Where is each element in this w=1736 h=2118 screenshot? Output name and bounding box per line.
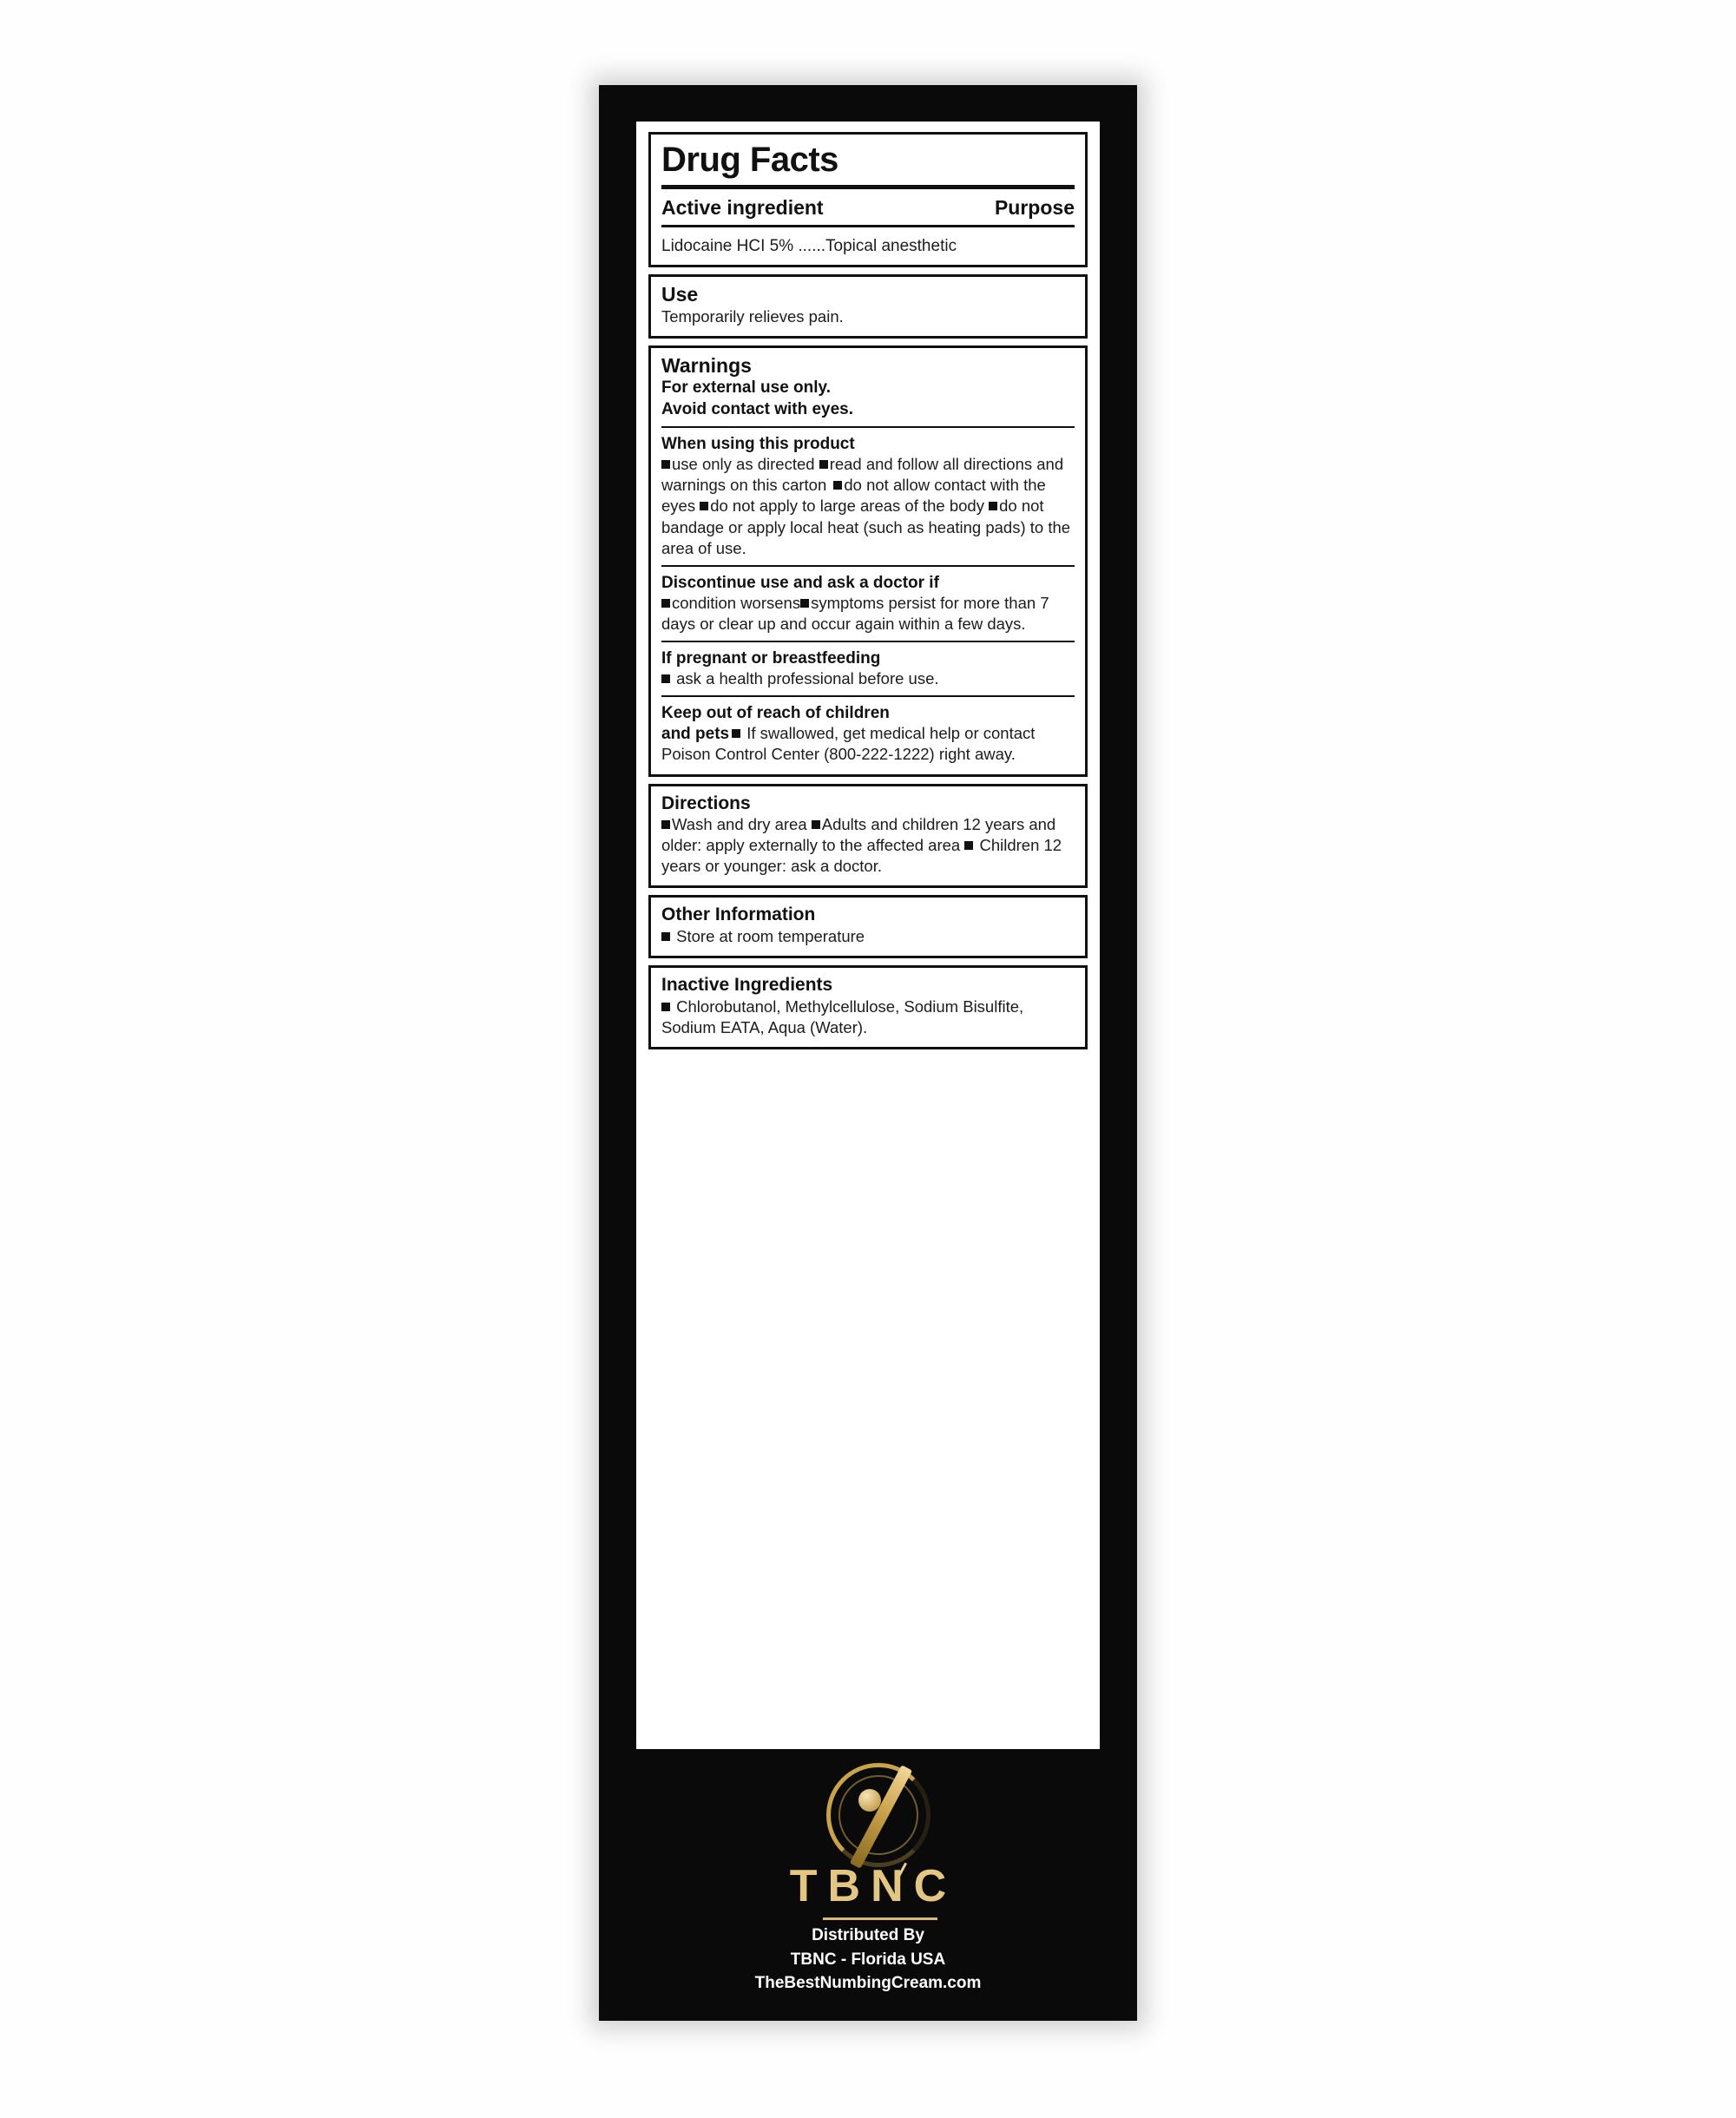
- distributed-by-label: Distributed By: [812, 1926, 924, 1944]
- when-using-text: use only as directed read and follow all directions and warnings on this carton do not allow contact with the eyes do not apply to large areas of the body do not bandage or apply local heat (such as heating pads) to the area of use.: [661, 455, 1071, 557]
- bullet-square-icon: [732, 729, 740, 738]
- bullet-square-icon: [661, 932, 670, 941]
- bullet-square-icon: [661, 820, 670, 829]
- purpose-header: Purpose: [994, 195, 1075, 219]
- warnings-divider-4: [661, 695, 1075, 697]
- inactive-ingredients-box: [648, 965, 1088, 1049]
- warnings-line-1: For external use only.: [661, 378, 831, 397]
- bullet-square-icon: [812, 820, 820, 829]
- bullet-square-icon: [819, 460, 828, 469]
- children-header-line-1: Keep out of reach of children: [661, 704, 890, 723]
- website-url[interactable]: TheBestNumbingCream.com: [754, 1974, 982, 1993]
- ingredient-divider: [661, 225, 1075, 227]
- drug-facts-panel: [636, 122, 1100, 1749]
- bullet-square-icon: [661, 599, 670, 608]
- warnings-divider-2: [661, 565, 1075, 567]
- active-ingredient-box: [648, 132, 1088, 267]
- use-box: [648, 274, 1088, 339]
- when-using-header: When using this product: [661, 435, 855, 454]
- warnings-divider-3: [661, 641, 1075, 642]
- other-information-box: [648, 895, 1088, 958]
- warnings-header: Warnings: [661, 353, 752, 377]
- bullet-square-icon: [661, 460, 670, 469]
- brand-text-block: [599, 1924, 1137, 1996]
- inactive-text: Chlorobutanol, Methylcellulose, Sodium Bisulfite, Sodium EATA, Aqua (Water).: [661, 997, 1024, 1036]
- use-header: Use: [661, 282, 699, 306]
- active-ingredient-header: Active ingredient: [661, 195, 824, 219]
- bullet-square-icon: [700, 502, 708, 510]
- product-carton-panel: [599, 85, 1137, 2021]
- bullet-square-icon: [989, 502, 997, 510]
- bullet-square-icon: [833, 481, 842, 490]
- bullet-square-icon: [661, 674, 670, 683]
- bullet-square-icon: [964, 841, 973, 850]
- other-info-header: Other Information: [661, 904, 816, 925]
- directions-text: Wash and dry area Adults and children 12 years and older: apply externally to the affected area Children 12 years or younger: ask a doctor.: [661, 815, 1062, 876]
- title-divider: [661, 185, 1075, 189]
- brand-logo-text: TBNC: [789, 1861, 957, 1911]
- children-header: Keep out of reach of children and pets If swallowed, get medical help or contact Poison Control Center (800-222-1222) right away.: [661, 704, 1036, 764]
- use-text: Temporarily relieves pain.: [661, 306, 844, 326]
- other-info-text: Store at room temperature: [661, 926, 1075, 947]
- brand-logo-underline: [823, 1917, 937, 1920]
- ingredient-purpose-header-row: [661, 196, 1075, 220]
- bullet-square-icon: [661, 1003, 670, 1011]
- brand-logo: [599, 1756, 1137, 1912]
- warnings-divider-1: [661, 426, 1075, 428]
- directions-header: Directions: [661, 793, 751, 813]
- discontinue-header: Discontinue use and ask a doctor if: [661, 573, 939, 592]
- active-ingredient-line: Lidocaine HCI 5% ......Topical anesthetic: [661, 236, 957, 255]
- drug-facts-inner: [648, 132, 1088, 1056]
- warnings-line-2: Avoid contact with eyes.: [661, 399, 854, 418]
- syringe-plunger-icon: [858, 1789, 881, 1812]
- page-title: Drug Facts: [661, 141, 838, 179]
- warnings-box: [648, 345, 1088, 777]
- directions-box: [648, 784, 1088, 889]
- bullet-square-icon: [800, 599, 809, 608]
- discontinue-text: condition worsens symptoms persist for more than 7 days or clear up and occur again within a few days.: [661, 593, 1049, 633]
- company-name: TBNC - Florida USA: [790, 1950, 946, 1969]
- children-header-line-2: and pets: [661, 725, 730, 744]
- pregnant-header: If pregnant or breastfeeding: [661, 648, 881, 668]
- pregnant-text: ask a health professional before use.: [661, 668, 1075, 689]
- brand-footer: [599, 1756, 1137, 2016]
- inactive-header: Inactive Ingredients: [661, 975, 833, 996]
